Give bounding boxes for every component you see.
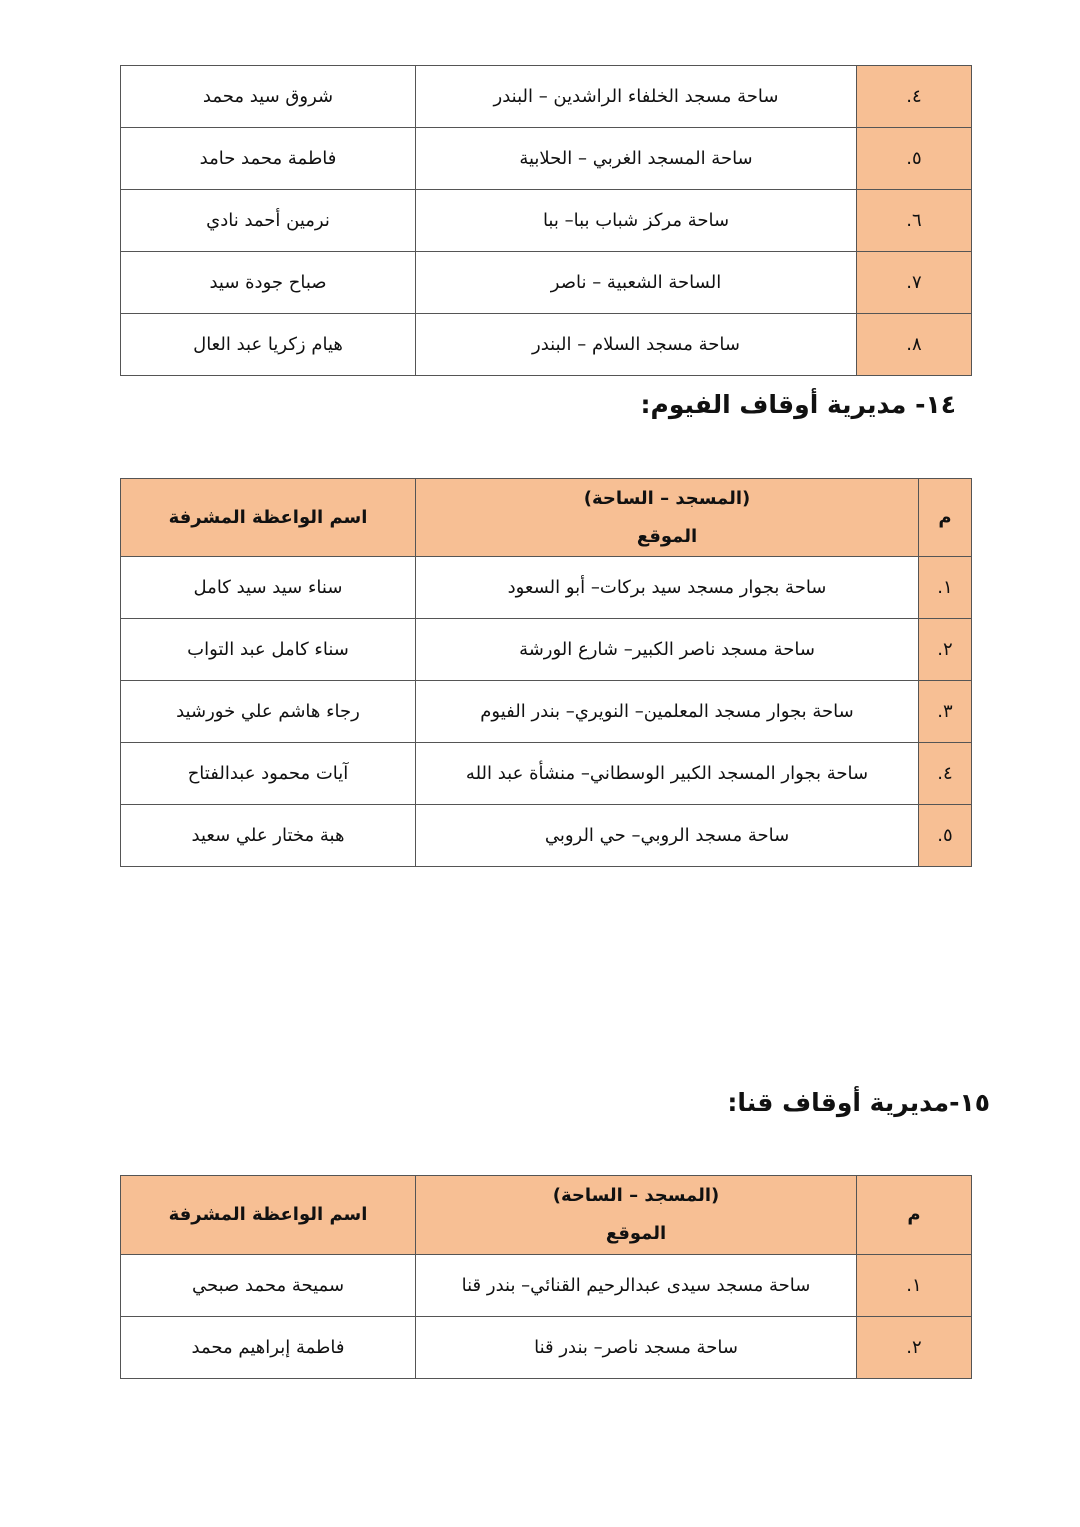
name-cell: فاطمة إبراهيم محمد — [121, 1317, 416, 1379]
num-cell: ٢. — [919, 619, 972, 681]
num-cell: ٧. — [857, 252, 972, 314]
name-cell: نرمين أحمد نادي — [121, 190, 416, 252]
location-cell: ساحة بجوار المسجد الكبير الوسطاني– منشأة عبد الله — [416, 743, 919, 805]
table-row — [121, 743, 972, 805]
location-cell: ساحة بجوار مسجد سيد بركات– أبو السعود — [416, 557, 919, 619]
name-cell: هبة مختار علي سعيد — [121, 805, 416, 867]
num-cell: ١. — [857, 1255, 972, 1317]
table-row — [121, 1255, 972, 1317]
table-row — [121, 1317, 972, 1379]
section-14-title: ١٤- مديرية أوقاف الفيوم: — [640, 390, 956, 419]
header-location: (المسجد – الساحة) الموقع — [416, 479, 919, 557]
table-row — [121, 681, 972, 743]
num-cell: ٤. — [857, 66, 972, 128]
table-row — [121, 66, 972, 128]
table-row — [121, 619, 972, 681]
table-row — [121, 128, 972, 190]
name-cell: هيام زكريا عبد العال — [121, 314, 416, 376]
header-num: م — [919, 479, 972, 557]
table-row — [121, 252, 972, 314]
name-cell: سناء كامل عبد التواب — [121, 619, 416, 681]
location-cell: ساحة مركز شباب ببا– ببا — [416, 190, 857, 252]
num-cell: ٥. — [919, 805, 972, 867]
location-cell: ساحة مسجد السلام – البندر — [416, 314, 857, 376]
location-cell: ساحة مسجد ناصر الكبير– شارع الورشة — [416, 619, 919, 681]
table-row — [121, 314, 972, 376]
num-cell: ٤. — [919, 743, 972, 805]
num-cell: ٣. — [919, 681, 972, 743]
name-cell: سناء سيد سيد كامل — [121, 557, 416, 619]
num-cell: ٢. — [857, 1317, 972, 1379]
location-cell: ساحة المسجد الغربي – الحلابية — [416, 128, 857, 190]
table-section15 — [120, 1175, 972, 1379]
name-cell: رجاء هاشم علي خورشيد — [121, 681, 416, 743]
num-cell: ١. — [919, 557, 972, 619]
location-cell: ساحة بجوار مسجد المعلمين– النويري– بندر الفيوم — [416, 681, 919, 743]
table-section14 — [120, 478, 972, 867]
table-row — [121, 557, 972, 619]
table-row — [121, 190, 972, 252]
location-cell: الساحة الشعبية – ناصر — [416, 252, 857, 314]
location-cell: ساحة مسجد سيدى عبدالرحيم القنائي– بندر قنا — [416, 1255, 857, 1317]
name-cell: شروق سيد محمد — [121, 66, 416, 128]
num-cell: ٨. — [857, 314, 972, 376]
header-num: م — [857, 1176, 972, 1255]
name-cell: صباح جودة سيد — [121, 252, 416, 314]
header-name: اسم الواعظة المشرفة — [121, 479, 416, 557]
table-row — [121, 805, 972, 867]
header-location: (المسجد – الساحة) الموقع — [416, 1176, 857, 1255]
location-cell: ساحة مسجد ناصر– بندر قنا — [416, 1317, 857, 1379]
location-cell: ساحة مسجد الروبي– حي الروبي — [416, 805, 919, 867]
name-cell: سميحة محمد صبحي — [121, 1255, 416, 1317]
name-cell: آيات محمود عبدالفتاح — [121, 743, 416, 805]
num-cell: ٥. — [857, 128, 972, 190]
location-cell: ساحة مسجد الخلفاء الراشدين – البندر — [416, 66, 857, 128]
section-15-title: ١٥-مديرية أوقاف قنا: — [727, 1088, 990, 1117]
num-cell: ٦. — [857, 190, 972, 252]
name-cell: فاطمة محمد حامد — [121, 128, 416, 190]
header-name: اسم الواعظة المشرفة — [121, 1176, 416, 1255]
table-section13-continued — [120, 65, 972, 376]
